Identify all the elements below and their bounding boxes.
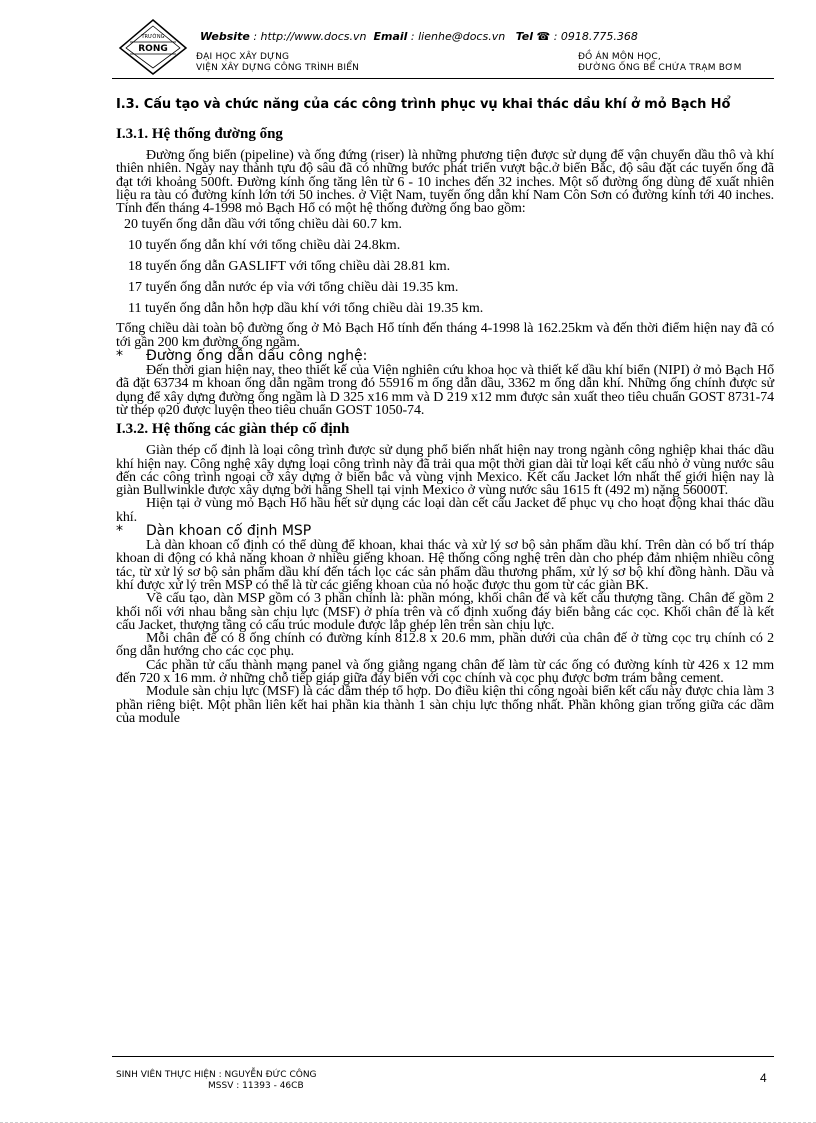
list-item: 20 tuyến ống dẫn dầu với tổng chiều dài 60.7 km. [124, 217, 403, 233]
project-type: ĐỒ ÁN MÔN HỌC, [578, 52, 661, 62]
website-url[interactable]: : http://www.docs.vn [253, 30, 367, 43]
university-logo [118, 18, 188, 76]
list-item: 17 tuyến ống dẫn nước ép vỉa với tổng chiều dài 19.35 km. [128, 280, 459, 296]
subsection-title-1: I.3.1. Hệ thống đường ống [116, 126, 283, 142]
asterisk-bullet-icon: * [116, 348, 123, 365]
bullet-msp [116, 524, 774, 539]
paragraph-total-length: Tổng chiều dài toàn bộ đường ống ở Mỏ Bạch Hổ tính đến tháng 4-1998 là 162.25km và đến thời điểm hiện nay đã có tới gần 200 km đường ống ngầm. [116, 321, 774, 350]
student-id: MSSV : 11393 - 46CB [208, 1081, 304, 1091]
website-banner [200, 30, 780, 43]
list-item: 10 tuyến ống dẫn khí với tổng chiều dài 24.8km. [128, 238, 401, 254]
list-item: 11 tuyến ống dẫn hỗn hợp dầu khí với tổng chiều dài 19.35 km. [128, 301, 484, 317]
bullet-oil-pipeline [116, 349, 774, 364]
tel-value: : 0918.775.368 [553, 30, 638, 43]
header-institution [196, 52, 359, 74]
footer-student [116, 1070, 317, 1092]
footer-divider [112, 1056, 774, 1057]
paragraph-panels: Các phần tử cấu thành mạng panel và ống giằng ngang chân đế làm từ các ống có đường kính từ 426 x 12 mm đến 720 x 16 mm. ở những chỗ tiếp giáp giữa đáy biển với cọc chính và cọc phụ được bơm trám bằng cement. [116, 657, 774, 687]
pipeline-list [116, 217, 774, 316]
email-value[interactable]: : lienhe@docs.vn [410, 30, 506, 43]
paragraph-jacket: Hiện tại ở vùng mỏ Bạch Hổ hầu hết sử dụng các loại dàn cết cấu Jacket để phục vụ cho hoạt động khai thác dầu khí. [116, 496, 774, 525]
list-item: 18 tuyến ống dẫn GASLIFT với tổng chiều dài 28.81 km. [128, 259, 451, 275]
paragraph-nipi: Đến thời gian hiện nay, theo thiết kế của Viện nghiên cứu khoa học và thiết kế dầu khí biển (NIPI) ở mỏ Bạch Hổ đã đặt 63734 m khoan ống dẫn ngầm trong đó 55916 m ống dẫn dầu, 3362 m ống dẫn khí. Những ống chính được sử dụng để xây dựng đường ống ngầm là D 325 x16 mm và D 219 x12 mm được sản xuất theo tiêu chuẩn GOST 8731-74 từ thép φ20 được luyện theo tiêu chuẩn GOST 1050-74. [116, 363, 774, 418]
project-title: ĐƯỜNG ỐNG BỂ CHỨA TRẠM BƠM [578, 63, 742, 73]
student-name: SINH VIÊN THỰC HIỆN : NGUYỄN ĐỨC CÔNG [116, 1070, 317, 1080]
paragraph-msp-structure: Về cấu tạo, dàn MSP gồm có 3 phần chính là: phần móng, khối chân đế và kết cấu thượng tầng. Chân đế gồm 2 khối nối với nhau bằng sàn chịu lực (MSF) ở phía trên và cố định xuống đáy biển bằng các cọc. Khối chân đế là kết cấu Jacket, thượng tầng có cấu trúc module được lắp ghép lên trên sàn chịu lực. [116, 591, 774, 633]
institute-name: VIỆN XÂY DỰNG CÔNG TRÌNH BIỂN [196, 63, 360, 73]
tel-label: Tel [515, 30, 534, 43]
page-number: 4 [760, 1071, 767, 1085]
header-project [578, 52, 742, 74]
paragraph-pipeline-intro: Đường ống biển (pipeline) và ống đứng (riser) là những phương tiện được sử dụng để vận chuyển dầu thô và khí thiên nhiên. Ngày nay thành tựu độ sâu đã có những bước phát triển vượt bậc.ở biển Bắc, độ sâu đặt các tuyến ống đã đạt tới khoảng 500ft. Đường kính ống tăng lên từ 6 - 10 inches đến 32 inches. Một số đường ống dùng để xuất nhiên liệu ra tàu có đường kính lớn tới 50 inches. ở Việt Nam, tuyến ống dẫn khí Nam Côn Sơn có đường kính tới 40 inches. Tính đến tháng 4-1998 mỏ Bạch Hổ có một hệ thống đường ống bao gồm: [116, 148, 774, 217]
document-body [116, 97, 774, 725]
website-label: Website [200, 30, 250, 43]
university-name: ĐẠI HỌC XÂY DỰNG [196, 52, 290, 62]
section-title: I.3. Cấu tạo và chức năng của các công trình phục vụ khai thác dầu khí ở mỏ Bạch Hổ [116, 97, 731, 112]
paragraph-fixed-platform: Giàn thép cố định là loại công trình được sử dụng phổ biến nhất hiện nay trong ngành công nghiệp khai thác dầu khí hiện nay. Công nghệ xây dựng loại công trình này đã trải qua một thời gian dài từ loại kết cấu nhỏ ở vùng nước sâu đến các công trình ngoại cỡ xây dựng ở biển bắc và vùng vịnh Mexico. Kết cấu Jacket lớn nhất thế giới hiện nay là giàn Bullwinkle được xây dựng bởi hãng Shell tại vịnh Mexico ở vùng nước sâu 1615 ft (492 m) nặng 56000T. [116, 443, 774, 499]
svg-text:TRƯỜNG: TRƯỜNG [141, 34, 165, 40]
email-label: Email [373, 30, 408, 43]
bullet-label: Dàn khoan cố định MSP [146, 523, 312, 540]
asterisk-bullet-icon: * [116, 523, 123, 540]
paragraph-legs: Mỗi chân đế có 8 ống chính có đường kính 812.8 x 20.6 mm, phần dưới của chân đế ở từng cọc trụ chính có 2 ống dẫn hướng cho các cọc phụ. [116, 631, 774, 660]
header-divider [112, 78, 774, 79]
svg-text:RONG: RONG [138, 44, 168, 54]
bullet-label: Đường ống dẫn dầu công nghệ: [146, 348, 368, 365]
phone-icon: ☎ [536, 30, 551, 43]
paragraph-msf-module: Module sàn chịu lực (MSF) là các dầm thép tổ hợp. Do điều kiện thi công ngoài biển kết cấu này được chia làm 3 phần riêng biệt. Một phần liên kết hai phần kia thành 1 sàn chịu lực thống nhất. Phần không gian trống giữa các dầm của module [116, 684, 774, 726]
paragraph-msp-description: Là dàn khoan cố định có thể dùng để khoan, khai thác và xử lý sơ bộ sản phẩm dầu khí. Trên dàn có bố trí tháp khoan di động có khả năng khoan ở nhiều giếng khoan. Hệ thống công nghệ trên dàn cho phép đảm nhiệm nhiều công tác, từ xử lý sơ bộ sản phẩm dầu khí đến tách lọc các sản phẩm dầu thương phẩm, xử lý sơ bộ khí đồng hành. Dầu và khí được xử lý trên MSP có thể là từ các giếng khoan của nó hoặc được thu gom từ các giàn BK. [116, 538, 774, 593]
subsection-title-2: I.3.2. Hệ thống các giàn thép cố định [116, 421, 350, 438]
